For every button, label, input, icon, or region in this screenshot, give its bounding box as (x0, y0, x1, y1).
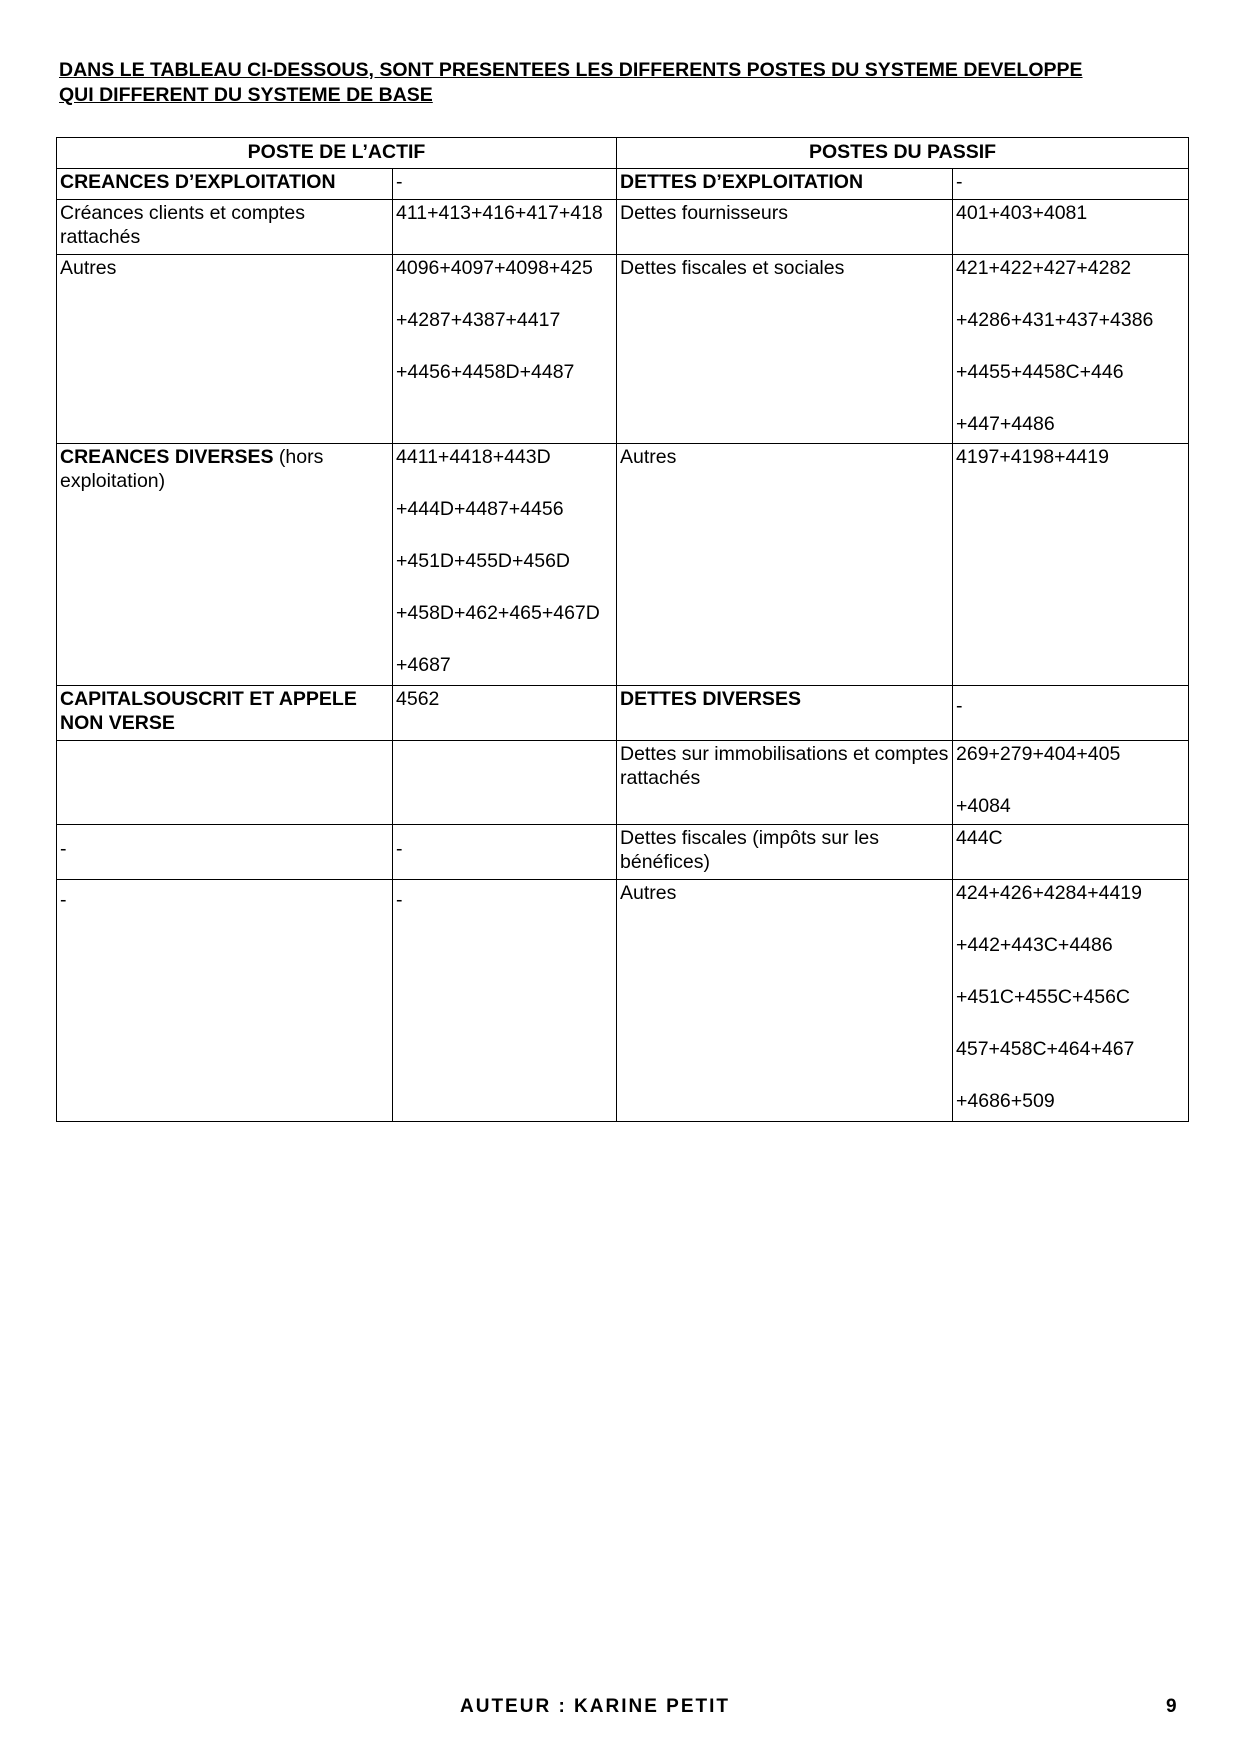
document-heading (59, 58, 1179, 108)
passif-codes (953, 880, 1189, 1122)
code-line: 421+422+427+4282 (956, 257, 1132, 279)
code-line: - (956, 171, 963, 193)
actif-label: - (57, 825, 393, 880)
code-line: - (396, 171, 403, 193)
code-line: +451D+455D+456D (396, 550, 571, 572)
code-line: +4455+4458C+446 (956, 361, 1124, 383)
passif-codes (953, 444, 1189, 686)
actif-label: CAPITALSOUSCRIT ET APPELE NON VERSE (57, 686, 393, 741)
passif-codes (953, 686, 1189, 741)
passif-codes (953, 255, 1189, 444)
code-line: - (396, 838, 403, 860)
table-row (57, 741, 1189, 825)
actif-label (57, 444, 393, 686)
code-line: +444D+4487+4456 (396, 498, 564, 520)
passif-label: Dettes fiscales et sociales (617, 255, 953, 444)
table-row (57, 200, 1189, 255)
header-actif: POSTE DE L’ACTIF (57, 138, 617, 169)
actif-label: Créances clients et comptes rattachés (57, 200, 393, 255)
actif-codes (393, 741, 617, 825)
code-line: 4096+4097+4098+425 (396, 257, 593, 279)
passif-codes (953, 825, 1189, 880)
code-line: +442+443C+4486 (956, 934, 1113, 956)
passif-codes (953, 741, 1189, 825)
passif-codes (953, 169, 1189, 200)
table-row (57, 444, 1189, 686)
code-line: +4286+431+437+4386 (956, 309, 1154, 331)
passif-codes (953, 200, 1189, 255)
actif-codes (393, 825, 617, 880)
code-line: 269+279+404+405 (956, 743, 1121, 765)
actif-label (57, 741, 393, 825)
actif-codes (393, 255, 617, 444)
actif-label: CREANCES D’EXPLOITATION (57, 169, 393, 200)
code-line: +4084 (956, 795, 1011, 817)
code-line: +458D+462+465+467D (396, 602, 600, 624)
passif-label: Autres (617, 880, 953, 1122)
actif-codes (393, 686, 617, 741)
code-line: +4287+4387+4417 (396, 309, 561, 331)
actif-label: - (57, 880, 393, 1122)
code-line: +451C+455C+456C (956, 986, 1131, 1008)
code-line: 457+458C+464+467 (956, 1038, 1135, 1060)
code-line: 411+413+416+417+418 (396, 202, 603, 224)
code-line: 444C (956, 827, 1003, 849)
code-line: +4456+4458D+4487 (396, 361, 575, 383)
code-line: 424+426+4284+4419 (956, 882, 1142, 904)
code-line: +4687 (396, 654, 451, 676)
footer-author: AUTEUR : KARINE PETIT (460, 1696, 730, 1717)
code-line: - (956, 695, 963, 717)
table-row (57, 255, 1189, 444)
table-row (57, 825, 1189, 880)
passif-label: DETTES DIVERSES (617, 686, 953, 741)
code-line: +4686+509 (956, 1090, 1055, 1112)
passif-label: DETTES D’EXPLOITATION (617, 169, 953, 200)
header-passif: POSTES DU PASSIF (617, 138, 1189, 169)
table-header-row (57, 138, 1189, 169)
actif-label-bold: CREANCES DIVERSES (60, 446, 274, 468)
passif-label: Dettes fiscales (impôts sur les bénéfices) (617, 825, 953, 880)
table-row (57, 169, 1189, 200)
actif-codes (393, 169, 617, 200)
heading-line-1: DANS LE TABLEAU CI-DESSOUS, SONT PRESENTEES LES DIFFERENTS POSTES DU SYSTEME DEVELOPPE (59, 59, 1083, 81)
code-line: 4197+4198+4419 (956, 446, 1109, 468)
accounts-table (56, 137, 1189, 1122)
code-line: 4562 (396, 688, 440, 710)
page-number: 9 (1166, 1696, 1179, 1717)
actif-label: Autres (57, 255, 393, 444)
code-line: 4411+4418+443D (396, 446, 551, 468)
table-row (57, 880, 1189, 1122)
code-line: +447+4486 (956, 413, 1055, 435)
actif-codes (393, 200, 617, 255)
passif-label: Dettes fournisseurs (617, 200, 953, 255)
passif-label: Dettes sur immobilisations et comptes rattachés (617, 741, 953, 825)
actif-codes (393, 444, 617, 686)
actif-codes (393, 880, 617, 1122)
heading-line-2: QUI DIFFERENT DU SYSTEME DE BASE (59, 84, 433, 106)
passif-label: Autres (617, 444, 953, 686)
code-line: - (396, 889, 403, 911)
actif-label-suffix: (hors exploitation) (60, 446, 324, 492)
table-row (57, 686, 1189, 741)
code-line: 401+403+4081 (956, 202, 1088, 224)
